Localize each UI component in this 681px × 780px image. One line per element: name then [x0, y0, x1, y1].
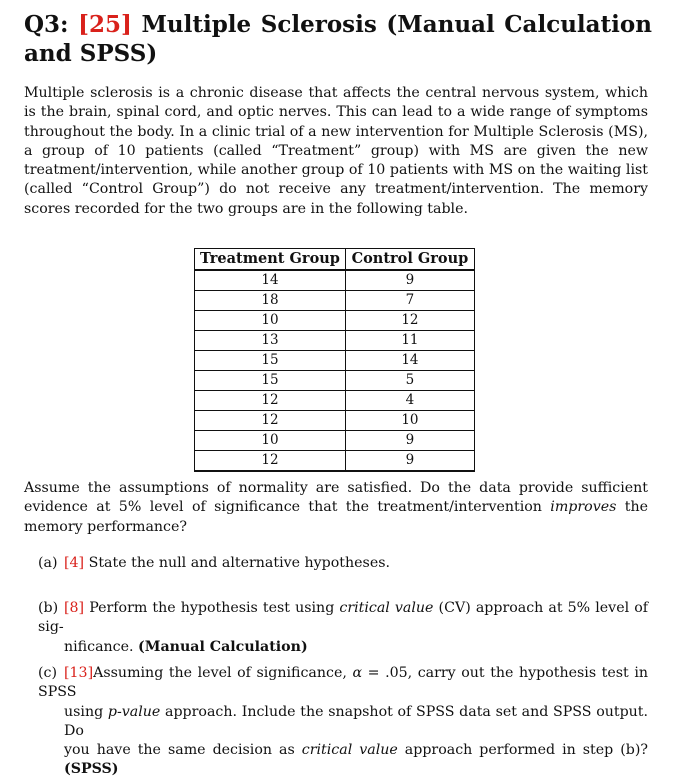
part-b-emphasis: critical value — [339, 600, 434, 616]
control-score: 10 — [345, 411, 474, 431]
control-score: 12 — [345, 311, 474, 331]
assumption-text-before: Assume the assumptions of normality are satisfied. Do the data provide sufficient evidence at 5% level of significance that the treatment/intervention — [24, 480, 648, 516]
part-b-label: (b) — [38, 600, 59, 616]
part-a — [38, 554, 648, 573]
part-c-pvalue: p-value — [107, 703, 161, 720]
part-c-line3b: approach performed in step (b)? — [397, 742, 648, 759]
part-c-line2a: using — [64, 703, 108, 720]
treatment-score: 12 — [195, 391, 346, 411]
table-row — [195, 351, 475, 371]
treatment-score: 12 — [195, 411, 346, 431]
part-b-marks: [8] — [64, 600, 85, 616]
treatment-score: 15 — [195, 371, 346, 391]
header-control-group: Control Group — [345, 249, 474, 271]
treatment-score: 10 — [195, 431, 346, 451]
treatment-score: 18 — [195, 291, 346, 311]
table-row — [195, 270, 475, 291]
part-b-method: (Manual Calculation) — [138, 638, 308, 655]
part-c-label: (c) — [38, 665, 58, 681]
part-b-text2: (CV) approach at 5% level of sig- — [38, 600, 649, 636]
assumption-emphasis: improves — [550, 499, 617, 516]
table-header-row — [195, 249, 475, 271]
question-title — [24, 10, 652, 68]
part-a-marks: [4] — [64, 555, 85, 571]
part-b — [38, 599, 648, 657]
control-score: 4 — [345, 391, 474, 411]
treatment-score: 13 — [195, 331, 346, 351]
intro-paragraph: Multiple sclerosis is a chronic disease that affects the central nervous system, which is the brain, spinal cord, and optic nerves. This can lead to a wide range of symptoms throughout the body. In a clinic trial of a new intervention for Multiple Sclerosis (MS), a group of 10 patients (called “Treatment” group) with MS are given the new treatment/intervention, while another group of 10 patients with MS on the waiting list (called “Control Group”) do not receive any treatment/intervention. The memory scores recorded for the two groups are in the following table. — [24, 85, 648, 217]
treatment-score: 12 — [195, 451, 346, 472]
table-row — [195, 291, 475, 311]
control-score: 11 — [345, 331, 474, 351]
part-c-critical-value: critical value — [301, 742, 398, 759]
table-row — [195, 371, 475, 391]
table-row — [195, 331, 475, 351]
question-number: Q3: — [24, 11, 69, 38]
memory-scores-table — [194, 248, 475, 472]
assumption-paragraph — [24, 479, 648, 537]
part-b-text1: Perform the hypothesis test using — [89, 600, 340, 616]
control-score: 14 — [345, 351, 474, 371]
part-c — [38, 664, 648, 780]
part-c-line2 — [38, 703, 648, 742]
part-c-alpha: α — [352, 665, 363, 681]
part-b-line2 — [38, 638, 648, 657]
part-b-line2-text: nificance. — [64, 638, 139, 655]
control-score: 5 — [345, 371, 474, 391]
control-score: 7 — [345, 291, 474, 311]
table-row — [195, 451, 475, 472]
control-score: 9 — [345, 270, 474, 291]
treatment-score: 14 — [195, 270, 346, 291]
part-c-method: (SPSS) — [64, 761, 119, 778]
part-c-text1: Assuming the level of significance, — [93, 665, 353, 681]
part-c-line3a: you have the same decision as — [64, 742, 302, 759]
part-c-line3 — [38, 741, 648, 780]
part-c-text2: = .05, carry out the hypothesis test in SPSS — [38, 665, 648, 701]
table-row — [195, 431, 475, 451]
control-score: 9 — [345, 431, 474, 451]
part-a-text: State the null and alternative hypotheses. — [88, 555, 391, 571]
treatment-score: 10 — [195, 311, 346, 331]
table-row — [195, 311, 475, 331]
treatment-score: 15 — [195, 351, 346, 371]
control-score: 9 — [345, 451, 474, 472]
part-c-marks: [13] — [64, 665, 94, 681]
header-treatment-group: Treatment Group — [195, 249, 346, 271]
question-marks: [25] — [78, 11, 132, 38]
table-row — [195, 411, 475, 431]
question-title-text: Multiple Sclerosis (Manual Calculation and SPSS) — [24, 11, 652, 67]
table-row — [195, 391, 475, 411]
part-a-label: (a) — [38, 555, 58, 571]
assumption-text-after: the memory performance? — [24, 499, 648, 535]
part-c-line2b: approach. Include the snapshot of SPSS data set and SPSS output. Do — [64, 703, 649, 739]
